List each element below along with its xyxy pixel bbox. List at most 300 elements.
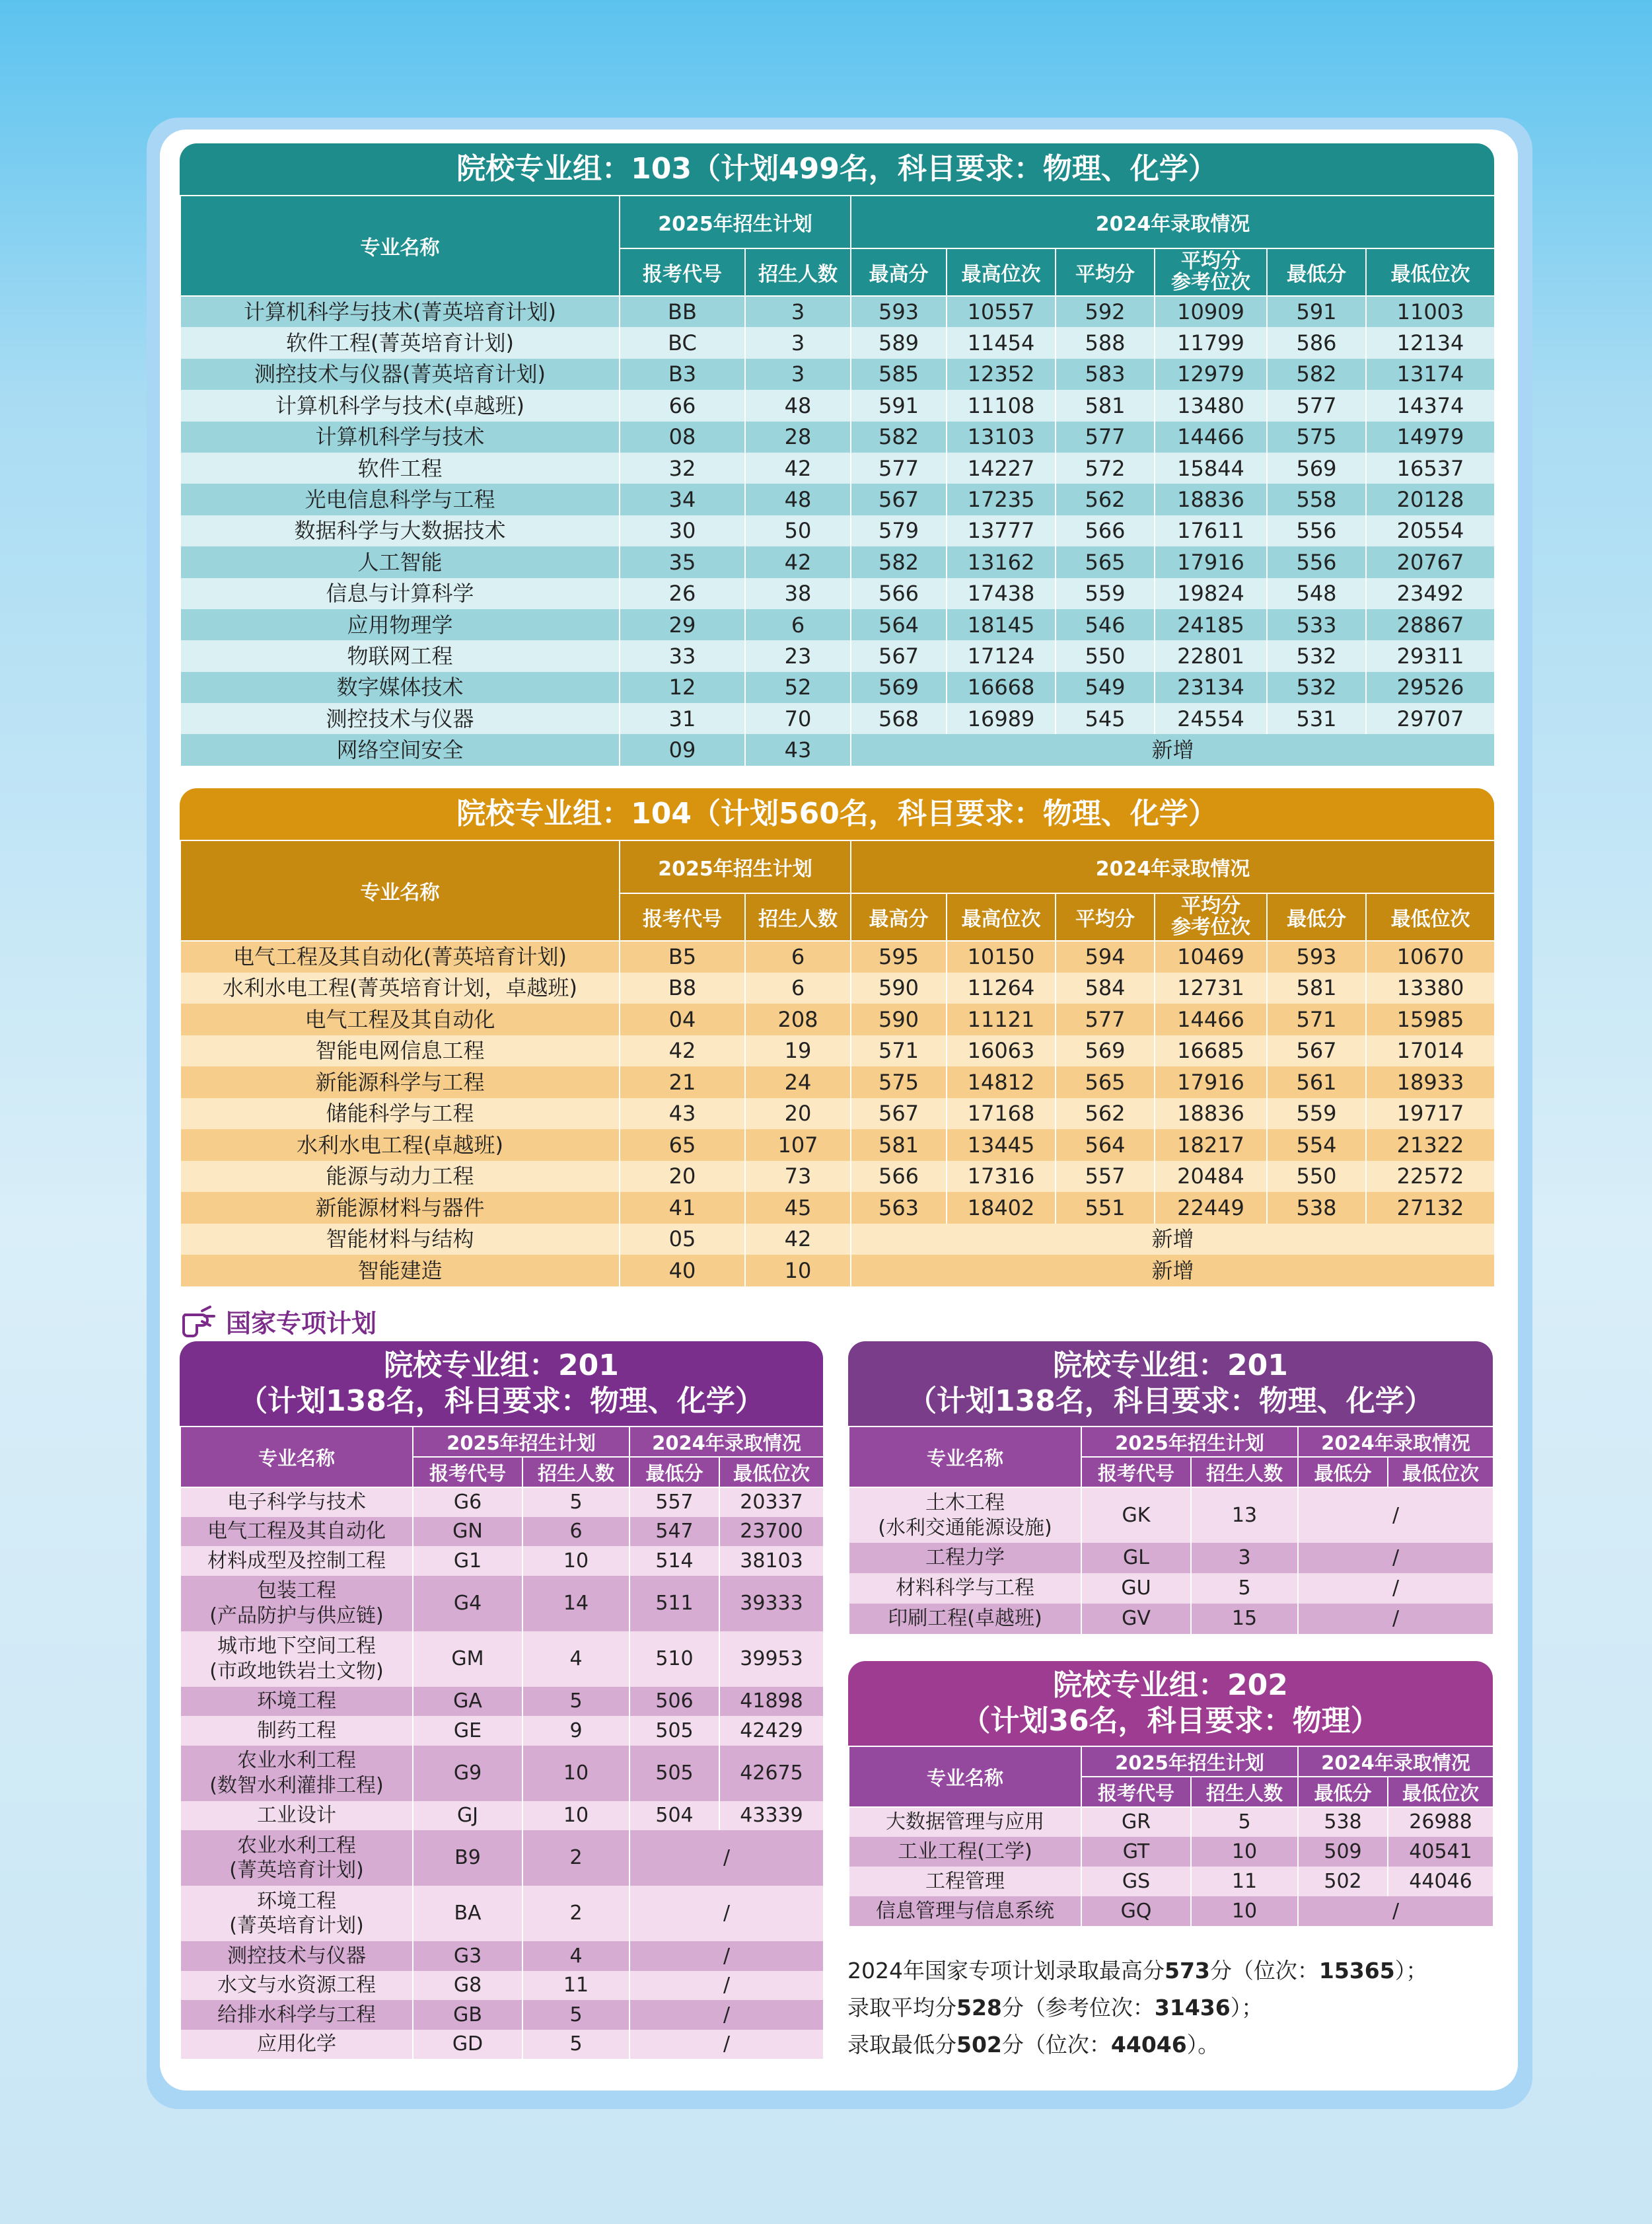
min-score: 557 [629, 1487, 719, 1517]
major-name: 物联网工程 [180, 640, 620, 671]
count: 52 [745, 672, 851, 703]
table-row [849, 1487, 1493, 1543]
major-name: 环境工程 [257, 1889, 336, 1913]
code: GR [1081, 1807, 1191, 1837]
code: GS [1081, 1867, 1191, 1896]
note-line-1 [847, 1952, 1442, 1989]
avg-score: 565 [1056, 546, 1155, 577]
major-name: 工业设计 [257, 1804, 336, 1827]
major-name-cell [180, 1801, 413, 1831]
min-rank: 42675 [719, 1746, 824, 1801]
max-rank: 17168 [947, 1098, 1056, 1130]
no-data-slash: / [629, 1971, 824, 2001]
special-201-right-body [849, 1487, 1493, 1634]
max-rank: 11108 [947, 390, 1056, 421]
count: 14 [522, 1576, 629, 1631]
avg-score: 569 [1056, 1035, 1155, 1067]
max-rank: 14227 [947, 453, 1056, 484]
special-201-right-table [848, 1426, 1494, 1634]
min-score: 554 [1267, 1129, 1366, 1161]
special-plan-note [847, 1952, 1442, 2063]
col-name-header: 专业名称 [849, 1746, 1081, 1807]
major-name-cell [180, 1971, 413, 2001]
major-name: 智能建造 [180, 1255, 620, 1286]
max-rank: 13103 [947, 422, 1056, 453]
no-data-slash: / [1298, 1573, 1493, 1604]
min-rank: 20767 [1366, 546, 1495, 577]
max-score: 577 [851, 453, 947, 484]
min-rank: 17014 [1366, 1035, 1495, 1067]
major-name: 测控技术与仪器(菁英培育计划) [180, 359, 620, 390]
count: 10 [745, 1255, 851, 1286]
major-name: 水文与水资源工程 [217, 1974, 376, 1997]
min-rank: 14374 [1366, 390, 1495, 421]
code: G8 [413, 1971, 522, 2001]
min-score: 532 [1267, 672, 1366, 703]
major-name: 电气工程及其自动化(菁英培育计划) [180, 941, 620, 973]
note-value: 528 [956, 1995, 1002, 2020]
group-103-title: 院校专业组：103（计划499名，科目要求：物理、化学） [180, 143, 1494, 195]
major-name-cell [180, 2030, 413, 2059]
min-score: 510 [629, 1631, 719, 1687]
code: 21 [620, 1066, 745, 1098]
min-header: 最低分 [1298, 1457, 1388, 1487]
major-name: 电气工程及其自动化 [207, 1520, 386, 1543]
avg-score: 557 [1056, 1161, 1155, 1193]
major-name-cell [180, 2000, 413, 2030]
min-score: 502 [1298, 1867, 1388, 1896]
min-header: 最低分 [1298, 1777, 1388, 1807]
special-201-right-title [848, 1341, 1493, 1426]
table-row [180, 1517, 824, 1547]
count: 3 [745, 296, 851, 327]
max-rank: 17438 [947, 578, 1056, 609]
code: 33 [620, 640, 745, 671]
table-row [180, 359, 1495, 390]
code: 12 [620, 672, 745, 703]
min-rank-header: 最低位次 [1366, 893, 1495, 941]
no-data-slash: / [1298, 1543, 1493, 1573]
min-rank: 43339 [719, 1801, 824, 1831]
code-header: 报考代号 [1081, 1457, 1191, 1487]
min-score: 571 [1267, 1004, 1366, 1035]
avg-rank: 10469 [1155, 941, 1267, 973]
note-text: ）。 [1186, 2032, 1220, 2057]
major-name: 包装工程 [257, 1579, 336, 1602]
min-rank: 20554 [1366, 515, 1495, 546]
max-header: 最高分 [851, 893, 947, 941]
count: 24 [745, 1066, 851, 1098]
max-rank: 18402 [947, 1192, 1056, 1224]
note-text: ）； [1230, 1995, 1264, 2020]
major-name-cell [180, 1830, 413, 1886]
count: 23 [745, 640, 851, 671]
avg-score: 565 [1056, 1066, 1155, 1098]
note-text: 分（参考位次： [1001, 1995, 1155, 2020]
major-name: 人工智能 [180, 546, 620, 577]
group-104-section [180, 788, 1494, 1286]
major-name: 测控技术与仪器 [227, 1944, 366, 1968]
major-name: 储能科学与工程 [180, 1098, 620, 1130]
major-name-sub: (数智水利灌排工程) [209, 1773, 384, 1797]
plan-2025-header: 2025年招生计划 [620, 840, 851, 893]
table-row [180, 703, 1495, 734]
table-row [180, 1886, 824, 1941]
min-header: 最低分 [1267, 893, 1366, 941]
count: 42 [745, 453, 851, 484]
max-score: 590 [851, 973, 947, 1004]
code: G4 [413, 1576, 522, 1631]
min-rank: 20128 [1366, 484, 1495, 515]
group-104-table [180, 840, 1495, 1286]
table-row [180, 390, 1495, 421]
major-name-cell [180, 1886, 413, 1941]
special-201-left-table [180, 1426, 824, 2059]
code: GU [1081, 1573, 1191, 1604]
special-201-left-title-l2: （计划138名，科目要求：物理、化学） [238, 1384, 764, 1418]
min-score: 547 [629, 1517, 719, 1547]
major-name: 工程力学 [925, 1546, 1005, 1570]
count: 42 [745, 1224, 851, 1255]
min-score: 532 [1267, 640, 1366, 671]
table-row [180, 1631, 824, 1687]
count: 20 [745, 1098, 851, 1130]
code: GT [1081, 1837, 1191, 1867]
min-rank: 40541 [1388, 1837, 1493, 1867]
avg-rank-header [1155, 248, 1267, 296]
min-rank: 12134 [1366, 327, 1495, 358]
avg-rank: 24554 [1155, 703, 1267, 734]
min-rank: 29311 [1366, 640, 1495, 671]
max-score: 563 [851, 1192, 947, 1224]
note-text: 分（位次： [1001, 2032, 1111, 2057]
max-score: 567 [851, 1098, 947, 1130]
min-score: 593 [1267, 941, 1366, 973]
min-score: 581 [1267, 973, 1366, 1004]
table-row [180, 1035, 1495, 1067]
avg-rank: 11799 [1155, 327, 1267, 358]
table-row [180, 1746, 824, 1801]
max-score: 582 [851, 422, 947, 453]
max-score: 566 [851, 1161, 947, 1193]
major-name: 计算机科学与技术 [180, 422, 620, 453]
min-rank: 15985 [1366, 1004, 1495, 1035]
min-rank: 41898 [719, 1687, 824, 1717]
count: 10 [1191, 1837, 1298, 1867]
min-rank: 13380 [1366, 973, 1495, 1004]
no-data-slash: / [1298, 1604, 1493, 1634]
count: 43 [745, 734, 851, 765]
major-name-cell [849, 1604, 1081, 1634]
table-row [180, 1224, 1495, 1255]
min-rank: 11003 [1366, 296, 1495, 327]
major-name: 新能源科学与工程 [180, 1066, 620, 1098]
code: G9 [413, 1746, 522, 1801]
no-data-slash: / [1298, 1487, 1493, 1543]
min-rank: 10670 [1366, 941, 1495, 973]
avg-score: 592 [1056, 296, 1155, 327]
table-row [180, 484, 1495, 515]
max-rank: 13162 [947, 546, 1056, 577]
note-value: 502 [956, 2032, 1002, 2057]
major-name: 水利水电工程(菁英培育计划，卓越班) [180, 973, 620, 1004]
count: 4 [522, 1631, 629, 1687]
table-row [849, 1543, 1493, 1573]
avg-rank-header-l2: 参考位次 [1171, 271, 1250, 294]
new-badge: 新增 [851, 1255, 1495, 1286]
count: 4 [522, 1941, 629, 1971]
min-rank: 28867 [1366, 609, 1495, 640]
group-103-body [180, 296, 1495, 766]
count: 48 [745, 484, 851, 515]
note-line-2 [847, 1989, 1442, 2026]
code: GN [413, 1517, 522, 1547]
max-rank: 10557 [947, 296, 1056, 327]
min-score: 567 [1267, 1035, 1366, 1067]
special-201-left-body [180, 1487, 824, 2059]
code: G6 [413, 1487, 522, 1517]
major-name: 计算机科学与技术(卓越班) [180, 390, 620, 421]
count: 42 [745, 546, 851, 577]
col-name-header: 专业名称 [180, 1427, 413, 1487]
max-rank: 16668 [947, 672, 1056, 703]
special-plan-heading [180, 1303, 377, 1339]
min-rank-header: 最低位次 [1366, 248, 1495, 296]
avg-score: 581 [1056, 390, 1155, 421]
avg-score: 550 [1056, 640, 1155, 671]
min-rank: 39333 [719, 1576, 824, 1631]
code: B9 [413, 1830, 522, 1886]
code: GD [413, 2030, 522, 2059]
code: GV [1081, 1604, 1191, 1634]
table-row [180, 941, 1495, 973]
min-score: 504 [629, 1801, 719, 1831]
min-header: 最低分 [1267, 248, 1366, 296]
special-202-title [848, 1661, 1493, 1746]
max-score: 564 [851, 609, 947, 640]
code: 08 [620, 422, 745, 453]
avg-score: 588 [1056, 327, 1155, 358]
major-name-sub: (市政地铁岩土文物) [209, 1659, 384, 1683]
table-row [180, 546, 1495, 577]
no-data-slash: / [629, 1830, 824, 1886]
avg-rank-header [1155, 893, 1267, 941]
major-name-sub: (产品防护与供应链) [209, 1604, 384, 1627]
max-rank: 16989 [947, 703, 1056, 734]
min-score: 556 [1267, 515, 1366, 546]
special-201-left-title [180, 1341, 823, 1426]
major-name: 能源与动力工程 [180, 1161, 620, 1193]
max-score: 569 [851, 672, 947, 703]
major-name: 应用物理学 [180, 609, 620, 640]
major-name: 环境工程 [257, 1689, 336, 1713]
code: 42 [620, 1035, 745, 1067]
avg-rank-header-l2: 参考位次 [1171, 916, 1250, 939]
count: 5 [522, 2030, 629, 2059]
major-name: 信息管理与信息系统 [849, 1896, 1081, 1926]
max-rank-header: 最高位次 [947, 893, 1056, 941]
major-name: 数据科学与大数据技术 [180, 515, 620, 546]
major-name-cell [180, 1631, 413, 1687]
max-rank: 13777 [947, 515, 1056, 546]
count: 73 [745, 1161, 851, 1193]
major-name: 网络空间安全 [180, 734, 620, 765]
avg-score: 594 [1056, 941, 1155, 973]
min-score: 505 [629, 1746, 719, 1801]
code: 09 [620, 734, 745, 765]
avg-rank: 17916 [1155, 1066, 1267, 1098]
max-score: 591 [851, 390, 947, 421]
count: 5 [1191, 1573, 1298, 1604]
code: GK [1081, 1487, 1191, 1543]
major-name-cell [180, 1941, 413, 1971]
major-name-cell [180, 1716, 413, 1746]
code: B5 [620, 941, 745, 973]
major-name: 水利水电工程(卓越班) [180, 1129, 620, 1161]
min-rank-header: 最低位次 [1388, 1457, 1493, 1487]
max-score: 589 [851, 327, 947, 358]
table-row [849, 1837, 1493, 1867]
code: 35 [620, 546, 745, 577]
count: 10 [522, 1746, 629, 1801]
major-name-cell [180, 1546, 413, 1576]
special-201-right-section [848, 1341, 1493, 1634]
note-value: 31436 [1154, 1995, 1231, 2020]
no-data-slash: / [629, 2030, 824, 2059]
avg-rank: 22801 [1155, 640, 1267, 671]
special-201-right-title-l1: 院校专业组：201 [1053, 1349, 1288, 1382]
min-rank: 42429 [719, 1716, 824, 1746]
max-rank: 17124 [947, 640, 1056, 671]
note-line-3 [847, 2026, 1442, 2063]
code: BA [413, 1886, 522, 1941]
table-row [180, 1487, 824, 1517]
min-rank: 20337 [719, 1487, 824, 1517]
major-name-cell [180, 1487, 413, 1517]
avg-rank: 15844 [1155, 453, 1267, 484]
max-rank: 14812 [947, 1066, 1056, 1098]
group-103-table [180, 195, 1495, 766]
count: 50 [745, 515, 851, 546]
table-row [180, 2030, 824, 2059]
code: G1 [413, 1546, 522, 1576]
no-data-slash: / [629, 2000, 824, 2030]
avg-rank: 12731 [1155, 973, 1267, 1004]
major-name-cell [849, 1573, 1081, 1604]
max-score: 566 [851, 578, 947, 609]
max-score: 579 [851, 515, 947, 546]
code: 05 [620, 1224, 745, 1255]
code: GB [413, 2000, 522, 2030]
table-row [180, 973, 1495, 1004]
major-name: 工业工程(工学) [849, 1837, 1081, 1867]
table-row [180, 1004, 1495, 1035]
max-rank: 18145 [947, 609, 1056, 640]
min-rank: 21322 [1366, 1129, 1495, 1161]
count: 10 [522, 1546, 629, 1576]
major-name-cell [180, 1576, 413, 1631]
major-name-cell [849, 1543, 1081, 1573]
min-score: 561 [1267, 1066, 1366, 1098]
min-rank: 22572 [1366, 1161, 1495, 1193]
count: 10 [522, 1801, 629, 1831]
min-score: 569 [1267, 453, 1366, 484]
avg-rank: 14466 [1155, 1004, 1267, 1035]
count: 70 [745, 703, 851, 734]
min-score: 558 [1267, 484, 1366, 515]
major-name: 材料科学与工程 [896, 1576, 1034, 1600]
min-score: 559 [1267, 1098, 1366, 1130]
min-score: 505 [629, 1716, 719, 1746]
min-score: 514 [629, 1546, 719, 1576]
count: 45 [745, 1192, 851, 1224]
avg-header: 平均分 [1056, 893, 1155, 941]
count: 19 [745, 1035, 851, 1067]
code: 43 [620, 1098, 745, 1130]
min-rank: 16537 [1366, 453, 1495, 484]
col-name-header: 专业名称 [180, 196, 620, 296]
major-name: 材料成型及控制工程 [207, 1549, 386, 1573]
major-name-cell [180, 1687, 413, 1717]
min-score: 538 [1267, 1192, 1366, 1224]
avg-score: 577 [1056, 422, 1155, 453]
code: 34 [620, 484, 745, 515]
avg-score: 583 [1056, 359, 1155, 390]
count: 13 [1191, 1487, 1298, 1543]
table-row [180, 1546, 824, 1576]
avg-score: 562 [1056, 1098, 1155, 1130]
table-row [180, 1161, 1495, 1193]
count: 9 [522, 1716, 629, 1746]
avg-rank: 17916 [1155, 546, 1267, 577]
table-row [180, 1801, 824, 1831]
max-score: 567 [851, 640, 947, 671]
min-score: 506 [629, 1687, 719, 1717]
code-header: 报考代号 [413, 1457, 522, 1487]
avg-rank: 18217 [1155, 1129, 1267, 1161]
table-row [180, 1716, 824, 1746]
code: BB [620, 296, 745, 327]
major-name-cell [180, 1517, 413, 1547]
code: B3 [620, 359, 745, 390]
table-row [849, 1604, 1493, 1634]
count: 11 [522, 1971, 629, 2001]
avg-score: 577 [1056, 1004, 1155, 1035]
avg-score: 584 [1056, 973, 1155, 1004]
code: 29 [620, 609, 745, 640]
count: 15 [1191, 1604, 1298, 1634]
min-score: 556 [1267, 546, 1366, 577]
code-header: 报考代号 [1081, 1777, 1191, 1807]
code: 04 [620, 1004, 745, 1035]
avg-score: 564 [1056, 1129, 1155, 1161]
max-score: 585 [851, 359, 947, 390]
table-row [180, 1098, 1495, 1130]
major-name: 电子科学与技术 [227, 1491, 366, 1514]
major-name: 工程管理 [849, 1867, 1081, 1896]
count: 2 [522, 1830, 629, 1886]
avg-rank: 16685 [1155, 1035, 1267, 1067]
major-name: 电气工程及其自动化 [180, 1004, 620, 1035]
major-name: 信息与计算科学 [180, 578, 620, 609]
avg-score: 545 [1056, 703, 1155, 734]
min-rank: 18933 [1366, 1066, 1495, 1098]
code: 20 [620, 1161, 745, 1193]
max-rank: 10150 [947, 941, 1056, 973]
max-score: 595 [851, 941, 947, 973]
code: 30 [620, 515, 745, 546]
major-name: 计算机科学与技术(菁英培育计划) [180, 296, 620, 327]
